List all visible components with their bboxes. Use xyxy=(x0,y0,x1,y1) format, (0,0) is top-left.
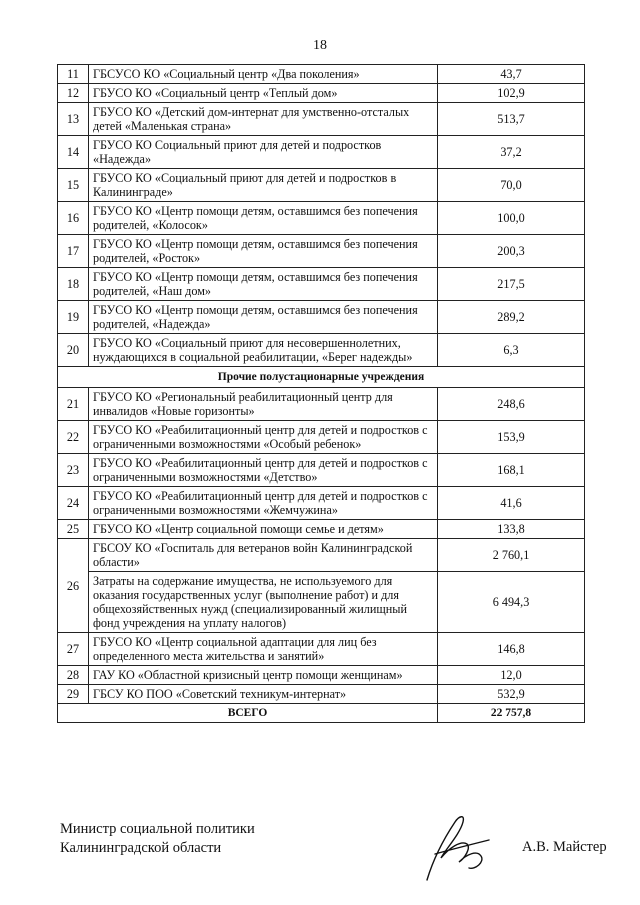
row-number: 29 xyxy=(58,685,89,704)
institution-name: ГБСУСО КО «Социальный центр «Два поколения» xyxy=(89,65,438,84)
institution-name: ГБСУ КО ПОО «Советский техникум-интернат» xyxy=(89,685,438,704)
row-number: 13 xyxy=(58,103,89,136)
institution-name: ГБУСО КО «Реабилитационный центр для детей и подростков с ограниченными возможностями «Жемчужина» xyxy=(89,487,438,520)
amount-cell: 12,0 xyxy=(438,666,585,685)
amount-cell: 2 760,1 xyxy=(438,539,585,572)
budget-table xyxy=(57,64,585,723)
amount-cell: 168,1 xyxy=(438,454,585,487)
section-title: Прочие полустационарные учреждения xyxy=(58,367,585,388)
amount-cell: 43,7 xyxy=(438,65,585,84)
institution-name: ГБУСО КО «Социальный центр «Теплый дом» xyxy=(89,84,438,103)
table-row xyxy=(58,65,585,84)
row-number: 19 xyxy=(58,301,89,334)
row-number: 17 xyxy=(58,235,89,268)
table-row xyxy=(58,520,585,539)
institution-name: ГБУСО КО «Детский дом-интернат для умственно-отсталых детей «Маленькая страна» xyxy=(89,103,438,136)
row-number: 15 xyxy=(58,169,89,202)
page-number: 18 xyxy=(313,38,327,53)
signer-position: Министр социальной политики xyxy=(60,821,255,837)
amount-cell: 513,7 xyxy=(438,103,585,136)
table-row xyxy=(58,202,585,235)
row-number: 23 xyxy=(58,454,89,487)
expense-description: Затраты на содержание имущества, не используемого для оказания государственных услуг (выполнение работ) и для общехозяйственных нужд (специализированный жилищный фонд учреждения на уплату налогов) xyxy=(89,572,438,633)
table-row xyxy=(58,539,585,572)
institution-name: ГБУСО КО «Региональный реабилитационный центр для инвалидов «Новые горизонты» xyxy=(89,388,438,421)
institution-name: ГБУСО КО «Центр помощи детям, оставшимся без попечения родителей, «Росток» xyxy=(89,235,438,268)
table-row xyxy=(58,454,585,487)
table-row xyxy=(58,235,585,268)
amount-cell: 133,8 xyxy=(438,520,585,539)
signature-block xyxy=(60,820,255,858)
table-row xyxy=(58,633,585,666)
row-number: 12 xyxy=(58,84,89,103)
table-row xyxy=(58,268,585,301)
institution-name: ГБУСО КО «Центр помощи детям, оставшимся без попечения родителей, «Колосок» xyxy=(89,202,438,235)
table-row xyxy=(58,103,585,136)
table-row xyxy=(58,388,585,421)
amount-cell: 532,9 xyxy=(438,685,585,704)
signer-region: Калининградской области xyxy=(60,840,222,856)
amount-cell: 41,6 xyxy=(438,487,585,520)
row-number: 24 xyxy=(58,487,89,520)
institution-name: ГБУСО КО «Центр помощи детям, оставшимся без попечения родителей, «Надежда» xyxy=(89,301,438,334)
table-row xyxy=(58,572,585,633)
amount-cell: 70,0 xyxy=(438,169,585,202)
institution-name: ГАУ КО «Областной кризисный центр помощи женщинам» xyxy=(89,666,438,685)
total-label: ВСЕГО xyxy=(58,704,438,723)
row-number: 16 xyxy=(58,202,89,235)
row-number: 25 xyxy=(58,520,89,539)
table-row xyxy=(58,136,585,169)
table-row xyxy=(58,84,585,103)
table-row xyxy=(58,666,585,685)
institution-name: ГБУСО КО «Центр помощи детям, оставшимся без попечения родителей, «Наш дом» xyxy=(89,268,438,301)
row-number: 28 xyxy=(58,666,89,685)
amount-cell: 146,8 xyxy=(438,633,585,666)
total-value: 22 757,8 xyxy=(438,704,585,723)
institution-name: ГБУСО КО «Центр социальной адаптации для лиц без определенного места жительства и занятий» xyxy=(89,633,438,666)
table-row xyxy=(58,487,585,520)
amount-cell: 248,6 xyxy=(438,388,585,421)
row-number: 27 xyxy=(58,633,89,666)
institution-name: ГБУСО КО «Социальный приют для несовершеннолетних, нуждающихся в социальной реабилитации, «Берег надежды» xyxy=(89,334,438,367)
amount-cell: 100,0 xyxy=(438,202,585,235)
row-number: 22 xyxy=(58,421,89,454)
table-row xyxy=(58,169,585,202)
row-number: 14 xyxy=(58,136,89,169)
section-header-row xyxy=(58,367,585,388)
table-row xyxy=(58,685,585,704)
row-number: 11 xyxy=(58,65,89,84)
institution-name: ГБУСО КО «Социальный приют для детей и подростков в Калининграде» xyxy=(89,169,438,202)
amount-cell: 200,3 xyxy=(438,235,585,268)
amount-cell: 217,5 xyxy=(438,268,585,301)
institution-name: ГБУСО КО «Реабилитационный центр для детей и подростков с ограниченными возможностями «Особый ребенок» xyxy=(89,421,438,454)
institution-name: ГБСОУ КО «Госпиталь для ветеранов войн Калининградской области» xyxy=(89,539,438,572)
institution-name: ГБУСО КО Социальный приют для детей и подростков «Надежда» xyxy=(89,136,438,169)
amount-cell: 6 494,3 xyxy=(438,572,585,633)
handwritten-signature-icon xyxy=(415,810,495,885)
row-number: 21 xyxy=(58,388,89,421)
amount-cell: 153,9 xyxy=(438,421,585,454)
institution-name: ГБУСО КО «Реабилитационный центр для детей и подростков с ограниченными возможностями «Детство» xyxy=(89,454,438,487)
row-number: 26 xyxy=(58,539,89,633)
amount-cell: 37,2 xyxy=(438,136,585,169)
signer-name: А.В. Майстер xyxy=(522,839,607,855)
row-number: 18 xyxy=(58,268,89,301)
table-row xyxy=(58,421,585,454)
institution-name: ГБУСО КО «Центр социальной помощи семье и детям» xyxy=(89,520,438,539)
amount-cell: 102,9 xyxy=(438,84,585,103)
table-row xyxy=(58,301,585,334)
row-number: 20 xyxy=(58,334,89,367)
total-row xyxy=(58,704,585,723)
amount-cell: 6,3 xyxy=(438,334,585,367)
table-row xyxy=(58,334,585,367)
amount-cell: 289,2 xyxy=(438,301,585,334)
